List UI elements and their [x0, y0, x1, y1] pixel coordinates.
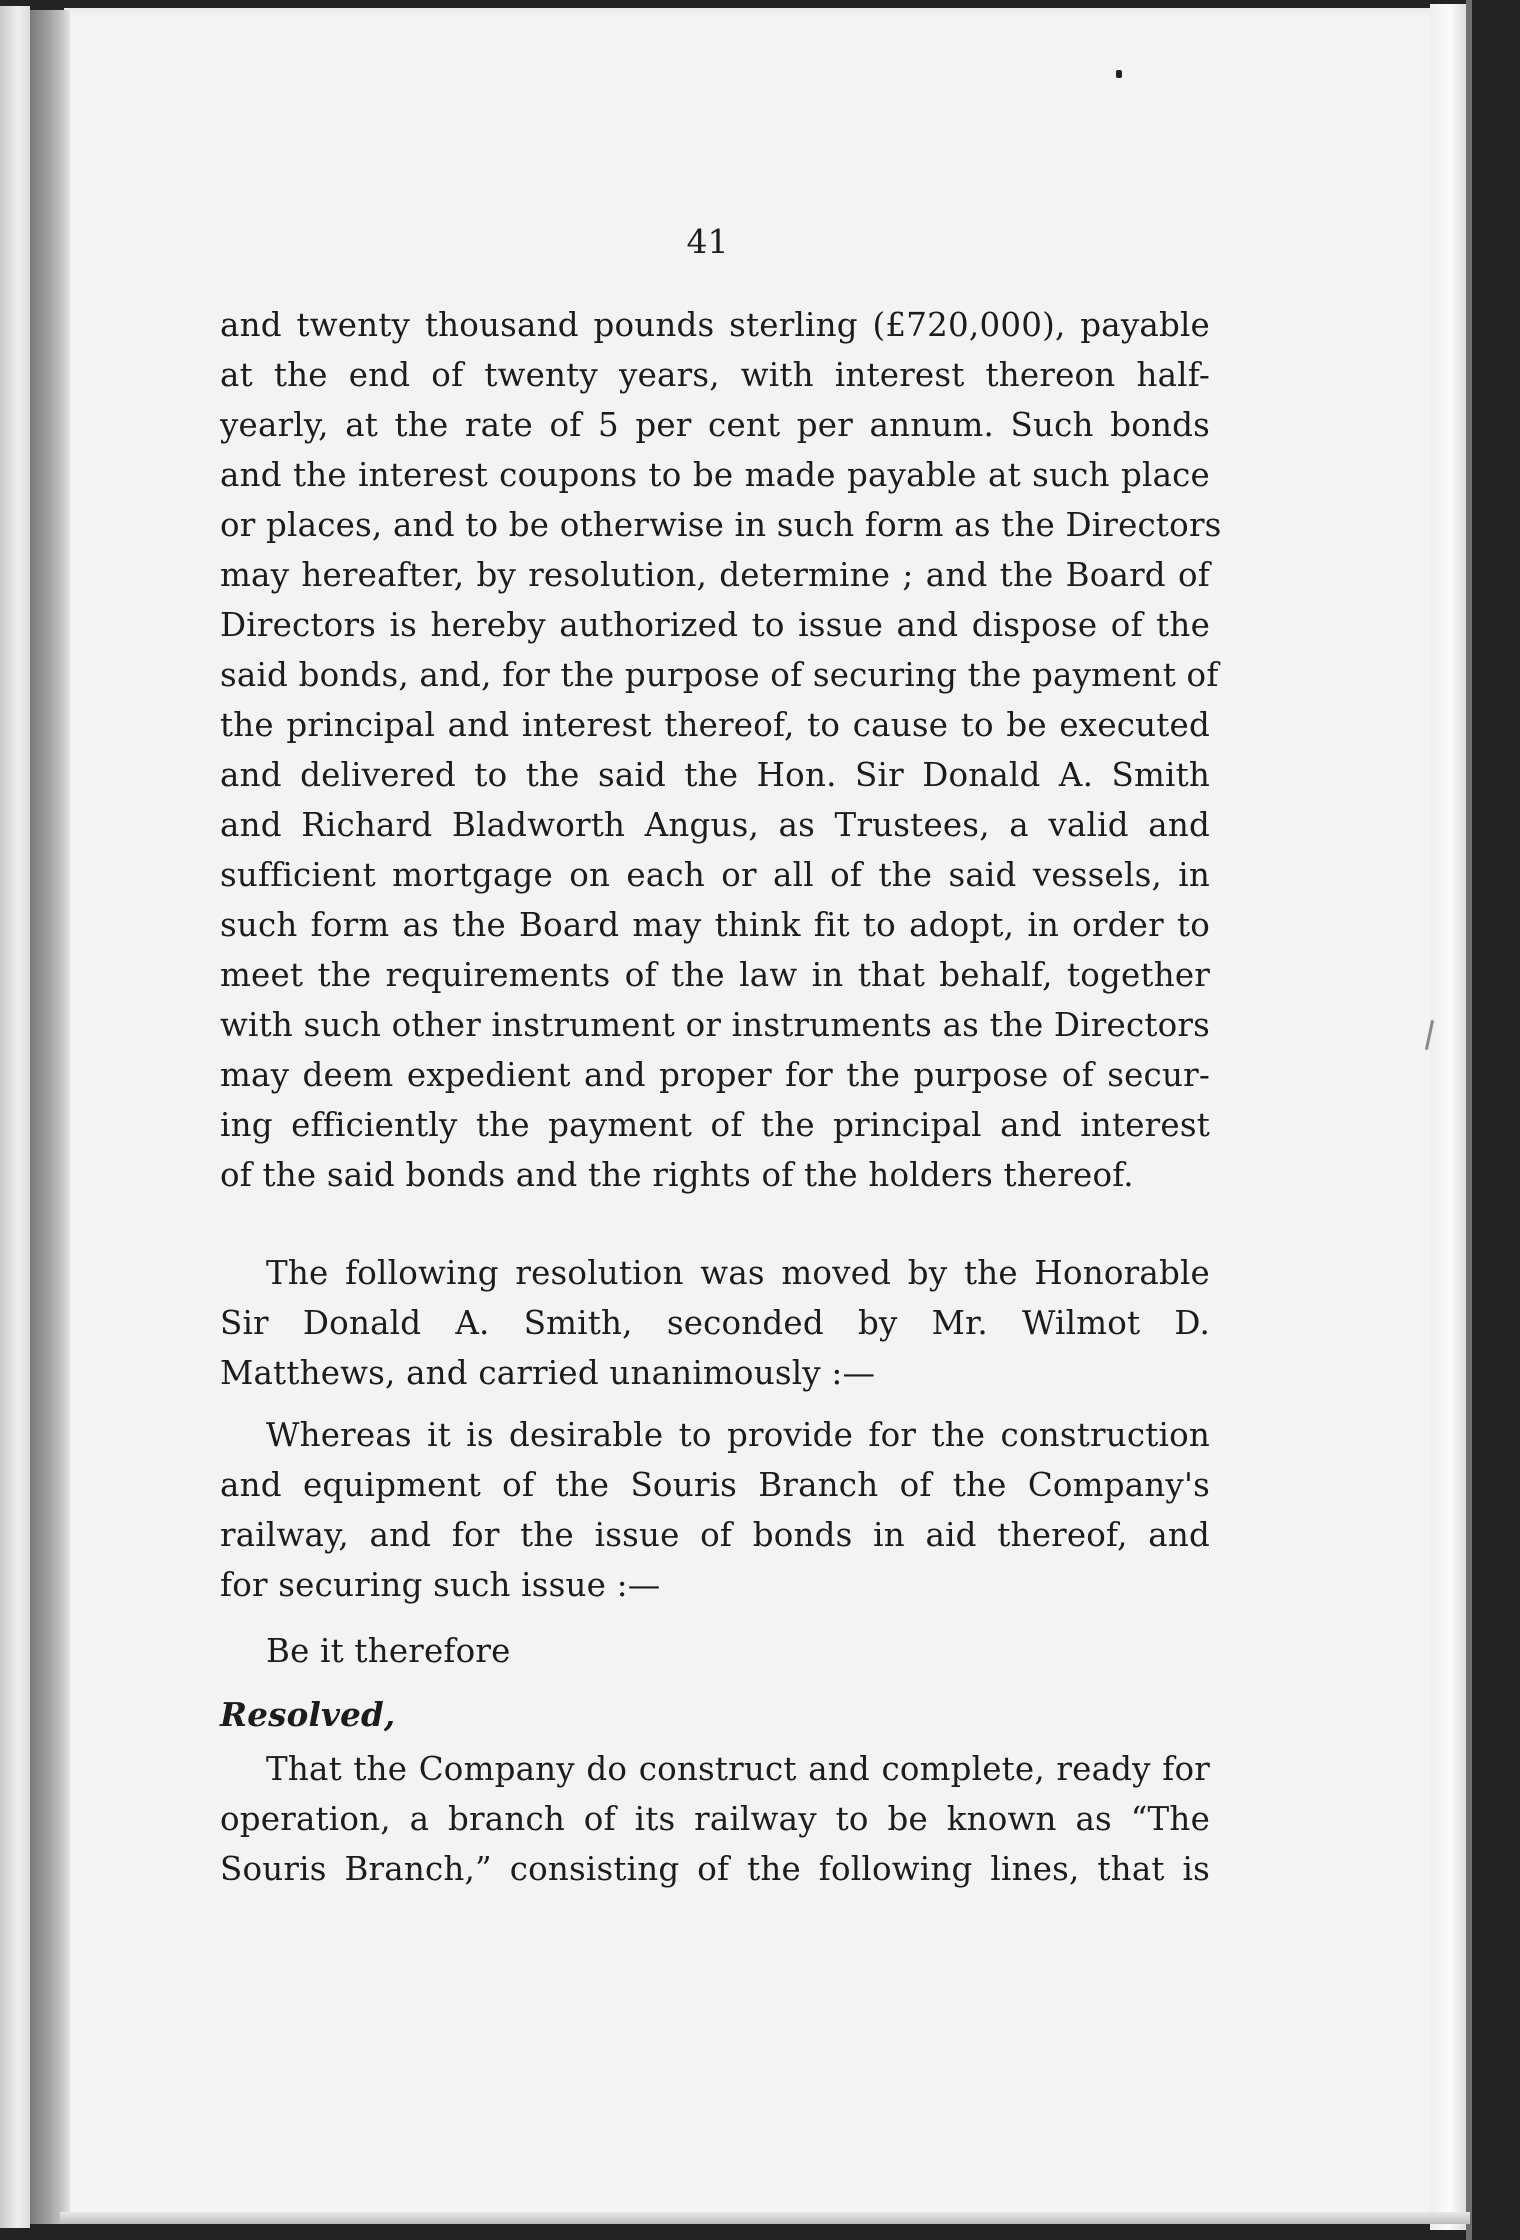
book-gutter: [30, 10, 70, 2224]
left-page-edge: [0, 6, 30, 2228]
text-line: Sir Donald A. Smith, seconded by Mr. Wilmot D.: [220, 1304, 1210, 1342]
right-page-edge: [1430, 4, 1470, 2230]
text-line: The following resolution was moved by the Honorable: [266, 1254, 1210, 1292]
text-line: railway, and for the issue of bonds in aid thereof, and: [220, 1516, 1210, 1554]
paragraph-whereas: [220, 1410, 1210, 1610]
text-line: sufficient mortgage on each or all of the said vessels, in: [220, 856, 1210, 894]
text-line: with such other instrument or instruments as the Directors: [220, 1006, 1210, 1044]
paragraph-bond-terms: [220, 300, 1222, 1200]
text-line: Be it therefore: [266, 1632, 511, 1670]
text-line: the principal and interest thereof, to cause to be executed: [220, 706, 1210, 744]
text-line: and equipment of the Souris Branch of the Company's: [220, 1466, 1210, 1504]
page-number: 41: [686, 222, 729, 261]
text-line: at the end of twenty years, with interest thereon half-: [220, 356, 1210, 394]
text-line: That the Company do construct and complete, ready for: [266, 1750, 1210, 1788]
text-line: Whereas it is desirable to provide for the construction: [266, 1416, 1210, 1454]
text-line: may hereafter, by resolution, determine ; and the Board of: [220, 556, 1210, 594]
text-line: ing efficiently the payment of the principal and interest: [220, 1106, 1210, 1144]
text-line: and Richard Bladworth Angus, as Trustees, a valid and: [220, 806, 1210, 844]
text-line: for securing such issue :—: [220, 1566, 661, 1604]
resolved-label: Resolved,: [220, 1695, 396, 1734]
text-line: and delivered to the said the Hon. Sir Donald A. Smith: [220, 756, 1210, 794]
paragraph-motion: [220, 1248, 1210, 1398]
text-line: and twenty thousand pounds sterling (£720,000), payable: [220, 306, 1210, 344]
text-line: Directors is hereby authorized to issue and dispose of the: [220, 606, 1210, 644]
text-line: may deem expedient and proper for the purpose of secur-: [220, 1056, 1210, 1094]
text-line: yearly, at the rate of 5 per cent per annum. Such bonds: [220, 406, 1210, 444]
paragraph-be-it-therefore: [220, 1626, 1210, 1676]
text-line: operation, a branch of its railway to be known as “The: [220, 1800, 1210, 1838]
text-line: of the said bonds and the rights of the holders thereof.: [220, 1156, 1134, 1194]
bottom-page-edge: [60, 2212, 1470, 2224]
paragraph-resolution: [220, 1744, 1210, 1894]
ink-speck: [1116, 70, 1122, 78]
right-edge-shadow: [1466, 0, 1472, 2240]
text-line: Matthews, and carried unanimously :—: [220, 1354, 876, 1392]
text-line: meet the requirements of the law in that behalf, together: [220, 956, 1210, 994]
text-line: or places, and to be otherwise in such form as the Directors: [220, 506, 1222, 544]
text-line: Souris Branch,” consisting of the following lines, that is: [220, 1850, 1210, 1888]
resolved-heading: [220, 1690, 1210, 1740]
text-line: and the interest coupons to be made payable at such place: [220, 456, 1210, 494]
text-line: such form as the Board may think fit to adopt, in order to: [220, 906, 1210, 944]
text-line: said bonds, and, for the purpose of securing the payment of: [220, 656, 1219, 694]
